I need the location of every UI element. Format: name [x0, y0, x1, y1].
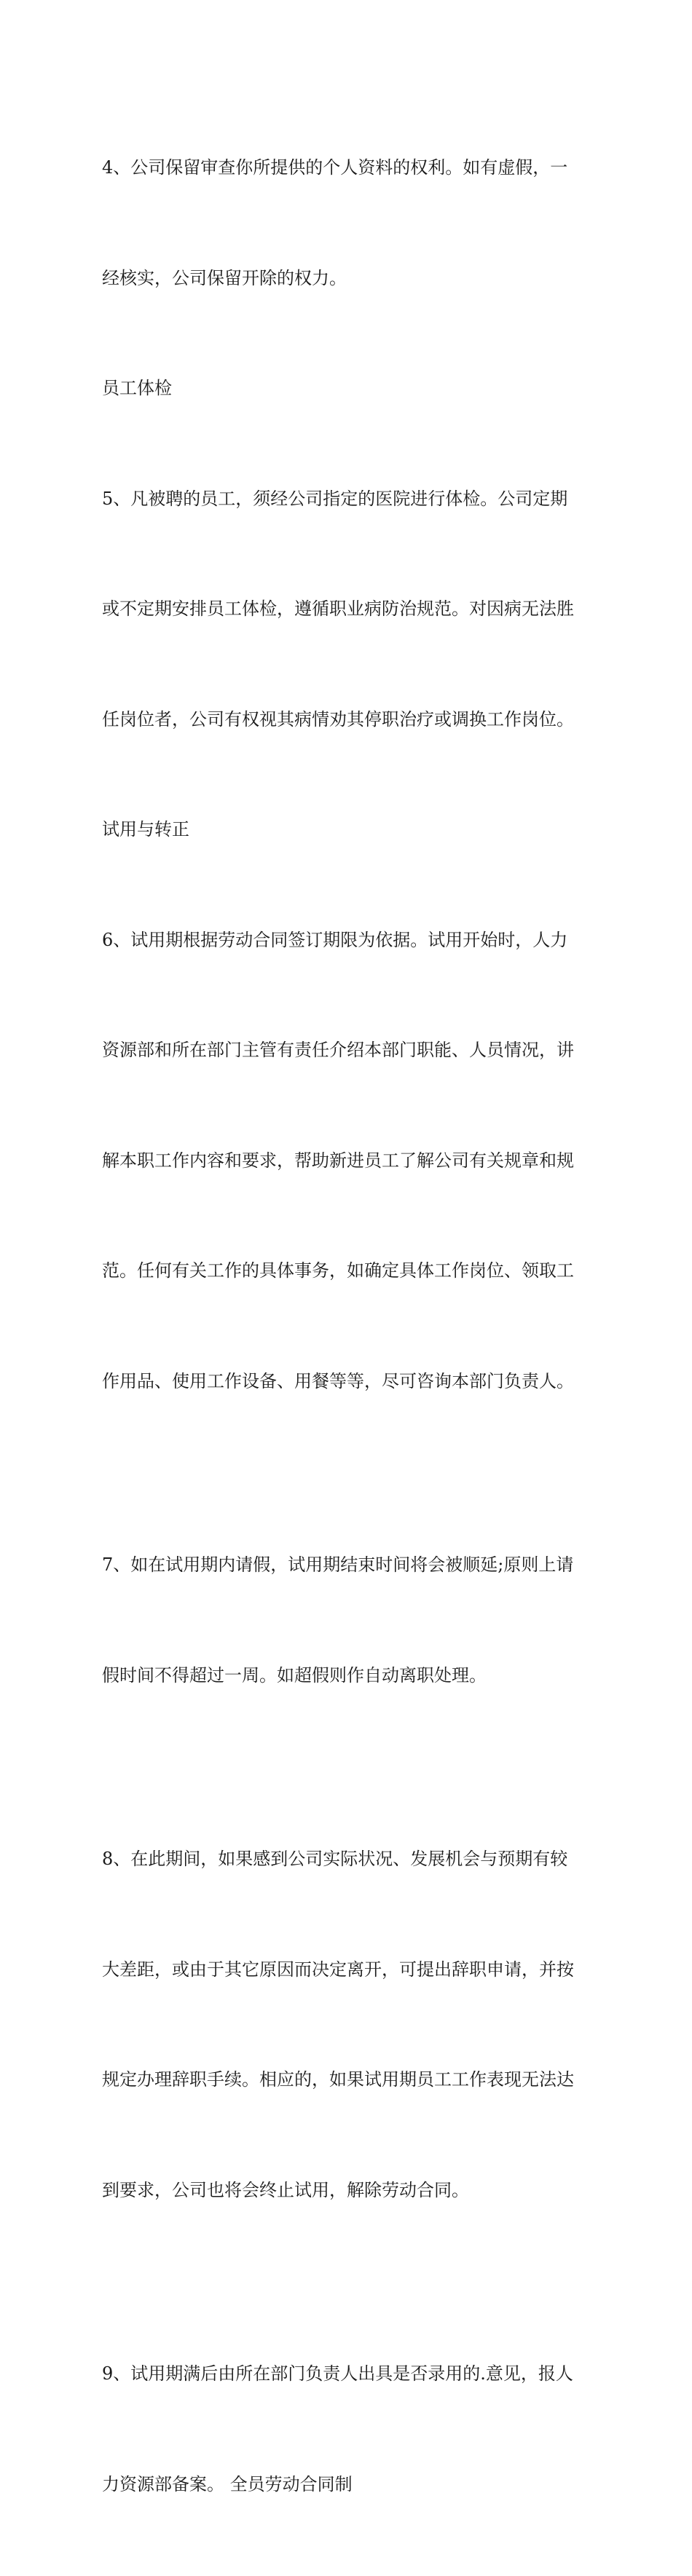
- paragraph-6: [102, 848, 605, 1474]
- text-line: 或不定期安排员工体检，遵循职业病防治规范。对因病无法胜: [102, 598, 574, 619]
- paragraph-8: [102, 1767, 605, 2282]
- section-heading-probation: [102, 811, 605, 848]
- text-line: 4、公司保留审查你所提供的个人资料的权利。如有虚假，一: [102, 157, 568, 178]
- paragraph-5: [102, 407, 605, 812]
- text-line: 范。任何有关工作的具体事务，如确定具体工作岗位、领取工: [102, 1260, 574, 1281]
- text-line: 大差距，或由于其它原因而决定离开，可提出辞职申请，并按: [102, 1959, 574, 1980]
- text-line: 规定办理辞职手续。相应的，如果试用期员工工作表现无法达: [102, 2069, 574, 2090]
- heading-text: 试用与转正: [102, 819, 189, 839]
- text-line: 经核实，公司保留开除的权力。: [102, 267, 347, 288]
- heading-text: 员工体检: [102, 378, 172, 398]
- text-line: 作用品、使用工作设备、用餐等等，尽可咨询本部门负责人。: [102, 1370, 574, 1391]
- text-line: 5、凡被聘的员工，须经公司指定的医院进行体检。公司定期: [102, 488, 568, 509]
- text-line: 7、如在试用期内请假，试用期结束时间将会被顺延;原则上请: [102, 1554, 574, 1575]
- paragraph-7: [102, 1473, 605, 1767]
- text-line: 假时间不得超过一周。如超假则作自动离职处理。: [102, 1664, 487, 1686]
- text-line: 9、试用期满后由所在部门负责人出具是否录用的.意见，报人: [102, 2363, 573, 2384]
- text-line: 资源部和所在部门主管有责任介绍本部门职能、人员情况，讲: [102, 1040, 574, 1060]
- text-line: 力资源部备案。 全员劳动合同制: [102, 2473, 353, 2494]
- text-line: 任岗位者，公司有权视其病情劝其停职治疗或调换工作岗位。: [102, 708, 574, 730]
- text-line: 解本职工作内容和要求，帮助新进员工了解公司有关规章和规: [102, 1150, 574, 1171]
- section-heading-health-check: [102, 370, 605, 407]
- text-line: 8、在此期间，如果感到公司实际状况、发展机会与预期有较: [102, 1849, 568, 1869]
- paragraph-4: [102, 76, 605, 370]
- document-body: [102, 76, 605, 2576]
- text-line: 到要求，公司也将会终止试用，解除劳动合同。: [102, 2179, 469, 2200]
- text-line: 6、试用期根据劳动合同签订期限为依据。试用开始时，人力: [102, 929, 568, 950]
- paragraph-9: [102, 2282, 605, 2576]
